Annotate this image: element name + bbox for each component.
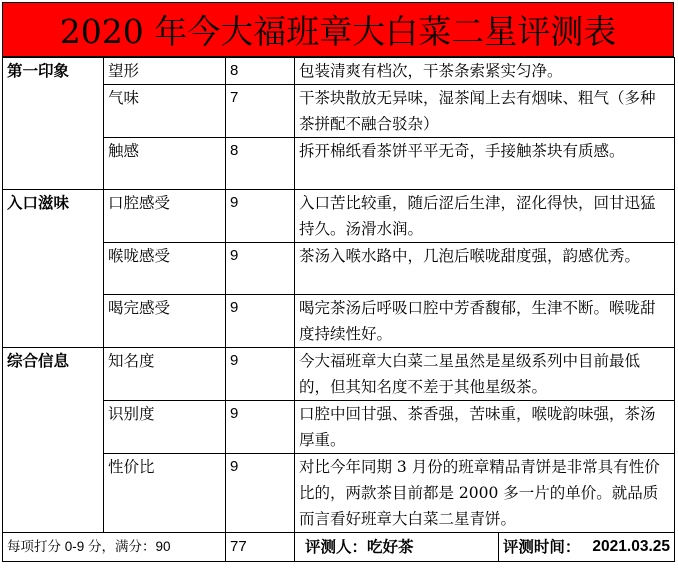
item-name: 性价比 — [104, 454, 226, 533]
item-score: 9 — [226, 295, 295, 348]
item-description: 喝完茶汤后呼吸口腔中芳香馥郁，生津不断。喉咙甜度持续性好。 — [295, 295, 675, 348]
category-label: 入口滋味 — [3, 190, 104, 348]
footer-meta — [295, 533, 675, 562]
scoring-note: 每项打分 0-9 分，满分：90 — [3, 533, 226, 562]
table-row — [3, 190, 675, 243]
item-description: 拆开棉纸看茶饼平平无奇，手接触茶块有质感。 — [295, 138, 675, 190]
table-row — [3, 454, 675, 533]
item-score: 7 — [226, 85, 295, 138]
item-description: 口腔中回甘强、茶香强，苦味重，喉咙韵味强，茶汤厚重。 — [295, 401, 675, 454]
item-name: 喉咙感受 — [104, 243, 226, 295]
item-description: 今大福班章大白菜二星虽然是星级系列中目前最低的，但其知名度不差于其他星级茶。 — [295, 348, 675, 401]
review-date-value: 2021.03.25 — [592, 538, 670, 555]
item-name: 识别度 — [104, 401, 226, 454]
table-row — [3, 243, 675, 295]
item-score: 8 — [226, 58, 295, 85]
item-name: 口腔感受 — [104, 190, 226, 243]
page-title: 2020 年今大福班章大白菜二星评测表 — [2, 2, 674, 57]
table-row — [3, 348, 675, 401]
reviewer-label: 评测人：吃好茶 — [299, 533, 499, 561]
evaluation-table — [2, 57, 675, 562]
table-row — [3, 138, 675, 190]
item-score: 9 — [226, 243, 295, 295]
review-date-label: 评测时间： — [502, 537, 581, 556]
item-score: 9 — [226, 348, 295, 401]
item-name: 气味 — [104, 85, 226, 138]
item-description: 茶汤入喉水路中，几泡后喉咙甜度强，韵感优秀。 — [295, 243, 675, 295]
table-row — [3, 401, 675, 454]
table-row — [3, 58, 675, 85]
item-description: 入口苦比较重，随后涩后生津，涩化得快，回甘迅猛持久。汤滑水润。 — [295, 190, 675, 243]
item-score: 9 — [226, 190, 295, 243]
category-label: 第一印象 — [3, 58, 104, 190]
item-name: 望形 — [104, 58, 226, 85]
footer-row — [3, 533, 675, 562]
item-description: 干茶块散放无异味，湿茶闻上去有烟味、粗气（多种茶拼配不融合驳杂） — [295, 85, 675, 138]
table-row — [3, 295, 675, 348]
item-name: 喝完感受 — [104, 295, 226, 348]
category-label: 综合信息 — [3, 348, 104, 533]
review-date — [499, 533, 670, 561]
table-row — [3, 85, 675, 138]
item-score: 9 — [226, 401, 295, 454]
item-name: 触感 — [104, 138, 226, 190]
item-name: 知名度 — [104, 348, 226, 401]
item-score: 9 — [226, 454, 295, 533]
item-score: 8 — [226, 138, 295, 190]
item-description: 包装清爽有档次，干茶条索紧实匀净。 — [295, 58, 675, 85]
item-description: 对比今年同期 3 月份的班章精品青饼是非常具有性价比的，两款茶目前都是 2000 多一片的单价。就品质而言看好班章大白菜二星青饼。 — [295, 454, 675, 533]
total-score: 77 — [226, 533, 295, 562]
